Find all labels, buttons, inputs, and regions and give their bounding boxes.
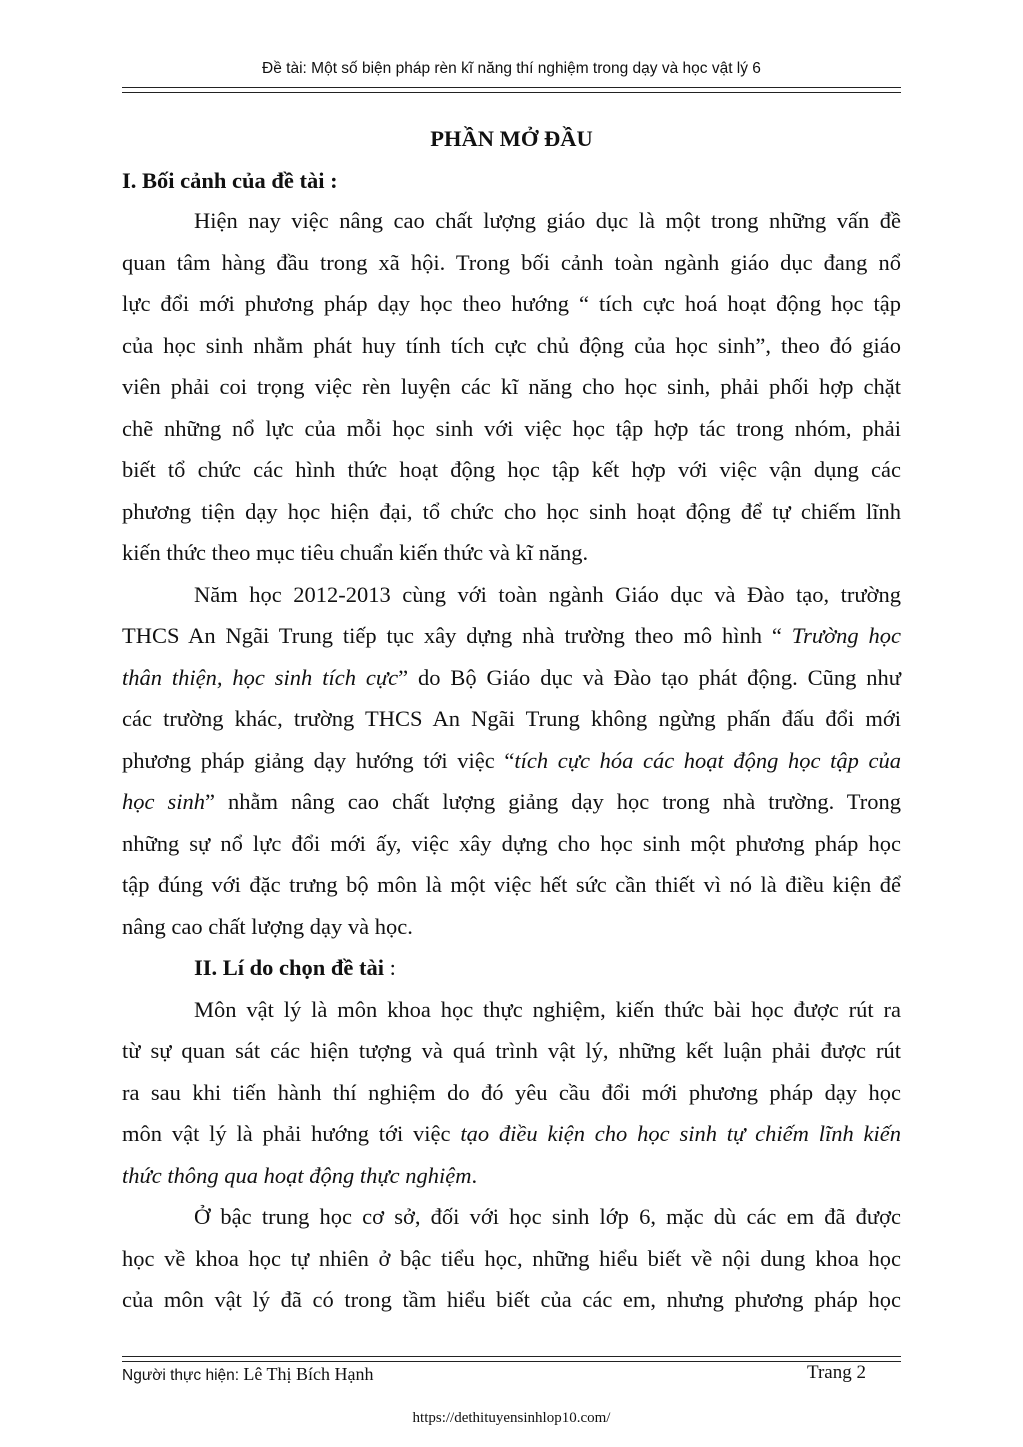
paragraph-line: Hiện nay việc nâng cao chất lượng giáo dục là một trong những vấn đề: [194, 208, 901, 233]
paragraph-line: tập đúng với đặc trưng bộ môn là một việc hết sức cần thiết vì nó là điều kiện để: [122, 872, 901, 897]
paragraph-line: ra sau khi tiến hành thí nghiệm do đó yêu cầu đổi mới phương pháp dạy học: [122, 1080, 901, 1105]
text-run: phương pháp giảng dạy hướng tới việc “: [122, 748, 515, 773]
paragraph-line: [122, 665, 901, 691]
paragraph-line: chẽ những nổ lực của mỗi học sinh với việc học tập hợp tác trong nhóm, phải: [122, 416, 901, 441]
paragraph-line: [122, 623, 901, 649]
section-heading-context: I. Bối cảnh của đề tài :: [122, 168, 338, 193]
italic-run: Trường học: [791, 623, 901, 648]
italic-run: tích cực hóa các hoạt động học tập của: [514, 748, 902, 773]
paragraph-line: Năm học 2012-2013 cùng với toàn ngành Giáo dục và Đào tạo, trường: [194, 582, 901, 607]
text-run: THCS An Ngãi Trung tiếp tục xây dựng nhà trường theo mô hình “: [122, 623, 792, 648]
text-run: .: [471, 1163, 478, 1188]
text-run: ” nhằm nâng cao chất lượng giảng dạy học trong nhà trường. Trong: [205, 789, 901, 814]
header-rule: [122, 87, 901, 93]
paragraph-line: Ở bậc trung học cơ sở, đối với học sinh lớp 6, mặc dù các em đã được: [194, 1204, 901, 1229]
footer-label: Người thực hiện:: [122, 1367, 244, 1384]
paragraph-line: những sự nổ lực đổi mới ấy, việc xây dựng cho học sinh một phương pháp học: [122, 831, 901, 856]
section-heading-colon: :: [384, 955, 396, 980]
paragraph-line: viên phải coi trọng việc rèn luyện các kĩ năng cho học sinh, phải phối hợp chặt: [122, 374, 901, 399]
italic-run: học sinh: [122, 789, 205, 814]
paragraph-line: của học sinh nhằm phát huy tính tích cực chủ động của học sinh”, theo đó giáo: [122, 333, 901, 358]
section-heading-reason: [122, 955, 901, 981]
section-heading-text: II. Lí do chọn đề tài: [194, 955, 385, 980]
italic-run: thức thông qua hoạt động thực nghiệm: [122, 1163, 472, 1188]
italic-run: tạo điều kiện cho học sinh tự chiếm lĩnh kiến: [460, 1121, 901, 1146]
text-run: môn vật lý là phải hướng tới việc: [122, 1121, 461, 1146]
paragraph-line: học về khoa học tự nhiên ở bậc tiểu học, những hiểu biết về nội dung khoa học: [122, 1246, 901, 1271]
footer-rule: [122, 1356, 901, 1362]
header-title: : Một số biện pháp rèn kĩ năng thí nghiệm trong dạy và học vật lý 6: [302, 60, 761, 77]
paragraph-line: [122, 1121, 901, 1147]
paragraph-line: của môn vật lý đã có trong tầm hiểu biết của các em, nhưng phương pháp học: [122, 1287, 901, 1312]
paragraph-line: biết tổ chức các hình thức hoạt động học tập kết hợp với việc vận dụng các: [122, 457, 901, 482]
paragraph-line: các trường khác, trường THCS An Ngãi Trung không ngừng phấn đấu đổi mới: [122, 706, 901, 731]
paragraph-line: kiến thức theo mục tiêu chuẩn kiến thức và kĩ năng.: [122, 540, 589, 565]
paragraph-line: phương tiện dạy học hiện đại, tổ chức cho học sinh hoạt động để tự chiếm lĩnh: [122, 499, 901, 524]
page-number: Trang 2: [807, 1362, 866, 1383]
footer-author: [122, 1364, 374, 1385]
source-url: https://dethituyensinhlop10.com/: [412, 1410, 611, 1426]
paragraph-line: [122, 1163, 901, 1189]
text-run: ” do Bộ Giáo dục và Đào tạo phát động. Cũng như: [398, 665, 902, 690]
paragraph-line: nâng cao chất lượng dạy và học.: [122, 914, 413, 939]
part-title: PHẦN MỞ ĐẦU: [430, 126, 593, 151]
page-header: [122, 60, 901, 78]
paragraph-line: [122, 748, 901, 774]
paragraph-line: quan tâm hàng đầu trong xã hội. Trong bối cảnh toàn ngành giáo dục đang nổ: [122, 250, 901, 275]
author-name: Lê Thị Bích Hạnh: [243, 1364, 374, 1384]
paragraph-line: từ sự quan sát các hiện tượng và quá trình vật lý, những kết luận phải được rút: [122, 1038, 901, 1063]
italic-run: thân thiện, học sinh tích cực: [122, 665, 399, 690]
paragraph-line: Môn vật lý là môn khoa học thực nghiệm, kiến thức bài học được rút ra: [194, 997, 901, 1022]
header-prefix: Đề tài: [262, 60, 303, 77]
paragraph-line: [122, 789, 901, 815]
paragraph-line: lực đổi mới phương pháp dạy học theo hướng “ tích cực hoá hoạt động học tập: [122, 291, 901, 316]
